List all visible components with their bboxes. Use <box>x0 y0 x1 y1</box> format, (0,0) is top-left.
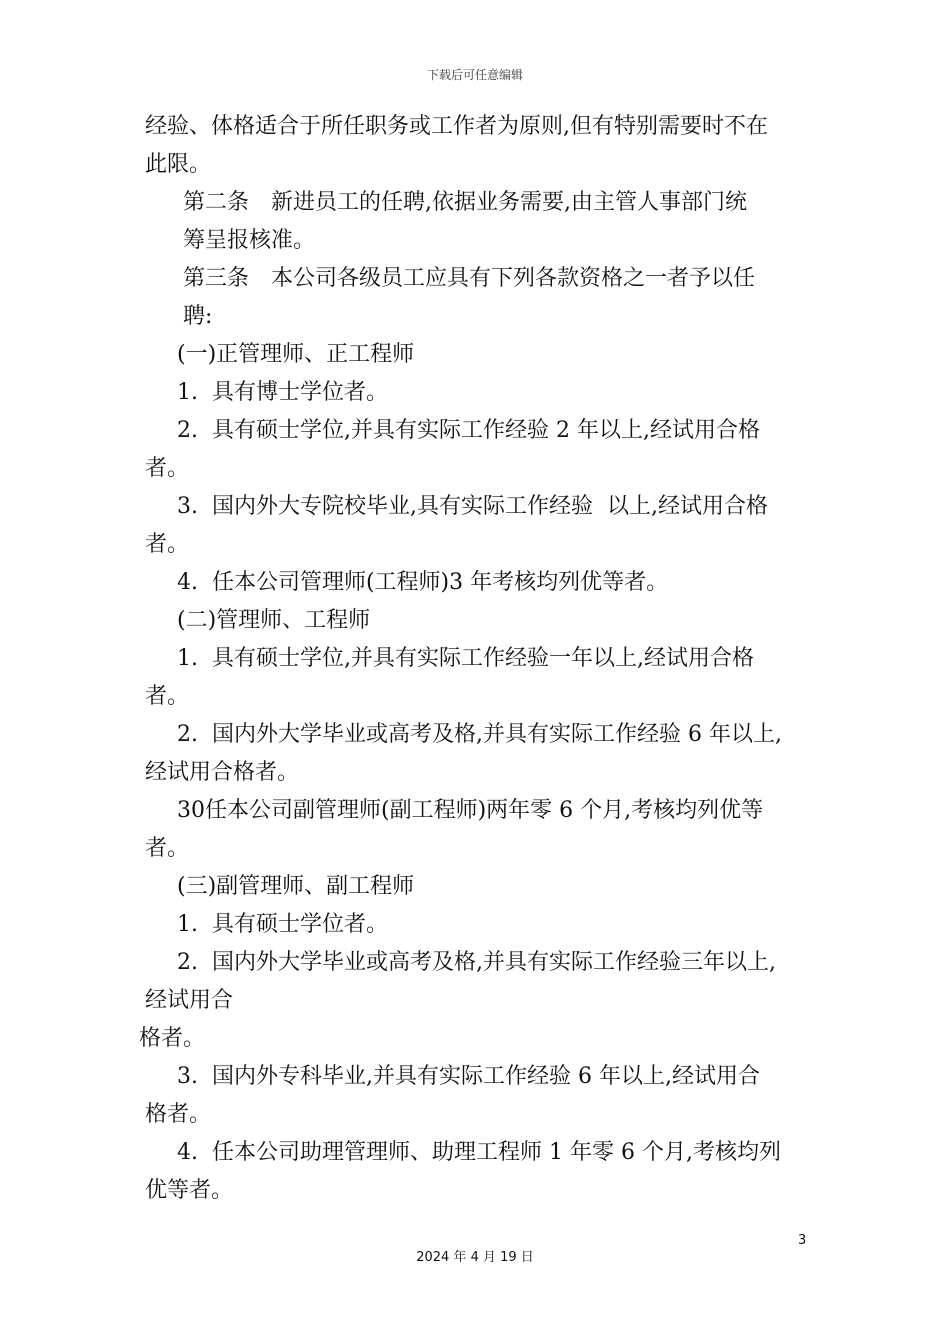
list-item: 30任本公司副管理师(副工程师)两年零 6 个月,考核均列优等 <box>177 798 764 823</box>
list-item: 1. 具有博士学位者。 <box>177 380 388 405</box>
list-item-continuation: 优等者。 <box>145 1178 234 1203</box>
text-line: 此限。 <box>145 152 212 177</box>
list-item: 4. 任本公司助理管理师、助理工程师 1 年零 6 个月,考核均列 <box>177 1140 781 1165</box>
list-item: 1. 具有硕士学位者。 <box>177 912 388 937</box>
list-item: 4. 任本公司管理师(工程师)3 年考核均列优等者。 <box>177 570 669 595</box>
list-item: 2. 国内外大学毕业或高考及格,并具有实际工作经验 6 年以上, <box>177 722 782 747</box>
list-item-continuation: 者。 <box>145 684 190 709</box>
page-number: 3 <box>798 1233 807 1248</box>
list-item-continuation: 经试用合格者。 <box>145 760 300 785</box>
article-3-line: 第三条 本公司各级员工应具有下列各款资格之一者予以任 <box>183 266 756 291</box>
list-item-continuation: 者。 <box>145 532 190 557</box>
list-item: 3. 国内外专科毕业,并具有实际工作经验 6 年以上,经试用合 <box>177 1064 760 1089</box>
article-2-line: 筹呈报核准。 <box>183 228 316 253</box>
document-body <box>139 108 835 1210</box>
list-item: 2. 国内外大学毕业或高考及格,并具有实际工作经验三年以上, <box>177 950 776 975</box>
article-3-line: 聘: <box>183 304 213 329</box>
list-item-continuation: 者。 <box>145 836 190 861</box>
article-2-line: 第二条 新进员工的任聘,依据业务需要,由主管人事部门统 <box>183 190 747 215</box>
list-item-continuation: 格者。 <box>145 1102 212 1127</box>
list-item: 1. 具有硕士学位,并具有实际工作经验一年以上,经试用合格 <box>177 646 754 671</box>
section-heading: (三)副管理师、副工程师 <box>177 874 415 899</box>
list-item-continuation: 者。 <box>145 456 190 481</box>
list-item-continuation: 格者。 <box>139 1026 206 1051</box>
text-line: 经验、体格适合于所任职务或工作者为原则,但有特别需要时不在 <box>145 114 768 139</box>
list-item: 2. 具有硕士学位,并具有实际工作经验 2 年以上,经试用合格 <box>177 418 760 443</box>
list-item: 3. 国内外大专院校毕业,具有实际工作经验 以上,经试用合格 <box>177 494 768 519</box>
list-item-continuation: 经试用合 <box>145 988 234 1013</box>
footer-date: 2024 年 4 月 19 日 <box>416 1250 534 1265</box>
section-heading: (一)正管理师、正工程师 <box>177 342 415 367</box>
page-header: 下载后可任意编辑 <box>426 68 523 82</box>
section-heading: (二)管理师、工程师 <box>177 608 371 633</box>
